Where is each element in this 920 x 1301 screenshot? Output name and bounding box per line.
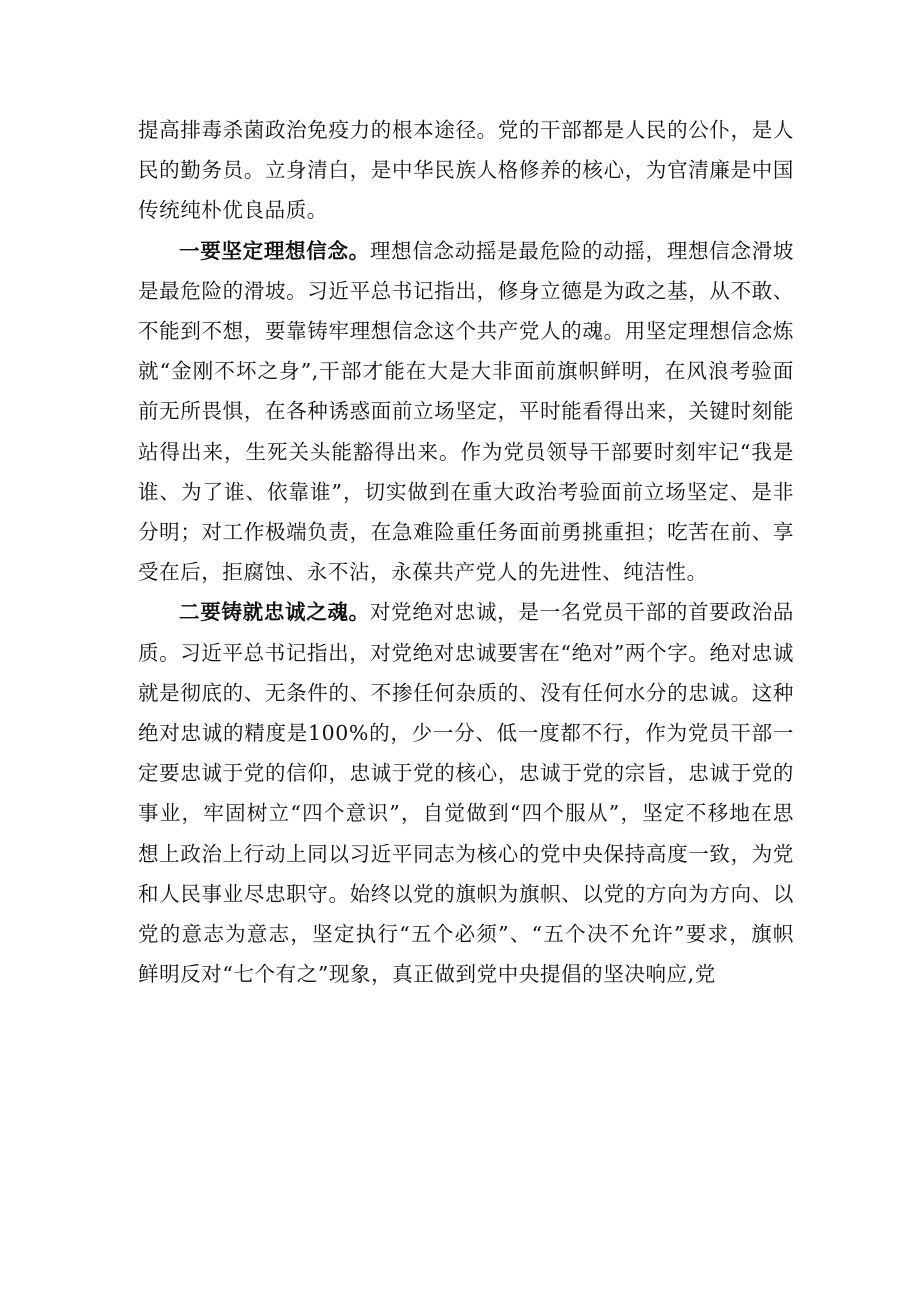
paragraph-loyalty xyxy=(138,592,794,994)
section-body-loyalty: 对党绝对忠诚，是一名党员干部的首要政治品质。习近平总书记指出，对党绝对忠诚要害在“绝对”两个字。绝对忠诚就是彻底的、无条件的、不掺任何杂质的、没有任何水分的忠诚。这种绝对忠诚的精度是100%的，少一分、低一度都不行，作为党员干部一定要忠诚于党的信仰，忠诚于党的核心，忠诚于党的宗旨，忠诚于党的事业，牢固树立“四个意识”，自觉做到“四个服从”，坚定不移地在思想上政治上行动上同以习近平同志为核心的党中央保持高度一致，为党和人民事业尽忠职守。始终以党的旗帜为旗帜、以党的方向为方向、以党的意志为意志，坚定执行“五个必须”、“五个决不允许”要求，旗帜鲜明反对“七个有之”现象，真正做到党中央提倡的坚决响应,党 xyxy=(138,600,795,987)
paragraph-ideals xyxy=(138,231,794,593)
section-heading-ideals: 一要坚定理想信念。 xyxy=(179,238,370,263)
section-heading-loyalty: 二要铸就忠诚之魂。 xyxy=(179,600,370,625)
document-page xyxy=(138,110,794,994)
section-body-ideals: 理想信念动摇是最危险的动摇，理想信念滑坡是最危险的滑坡。习近平总书记指出，修身立德是为政之基，从不敢、不能到不想，要靠铸牢理想信念这个共产党人的魂。用坚定理想信念炼就“金刚不坏之身”,干部才能在大是大非面前旗帜鲜明，在风浪考验面前无所畏惧，在各种诱惑面前立场坚定，平时能看得出来，关键时刻能站得出来，生死关头能豁得出来。作为党员领导干部要时刻牢记“我是谁、为了谁、依靠谁”，切实做到在重大政治考验面前立场坚定、是非分明；对工作极端负责，在急难险重任务面前勇挑重担；吃苦在前、享受在后，拒腐蚀、永不沾，永葆共产党人的先进性、纯洁性。 xyxy=(138,238,795,585)
paragraph-continuation: 提高排毒杀菌政治免疫力的根本途径。党的干部都是人民的公仆，是人民的勤务员。立身清白，是中华民族人格修养的核心，为官清廉是中国传统纯朴优良品质。 xyxy=(138,118,794,223)
